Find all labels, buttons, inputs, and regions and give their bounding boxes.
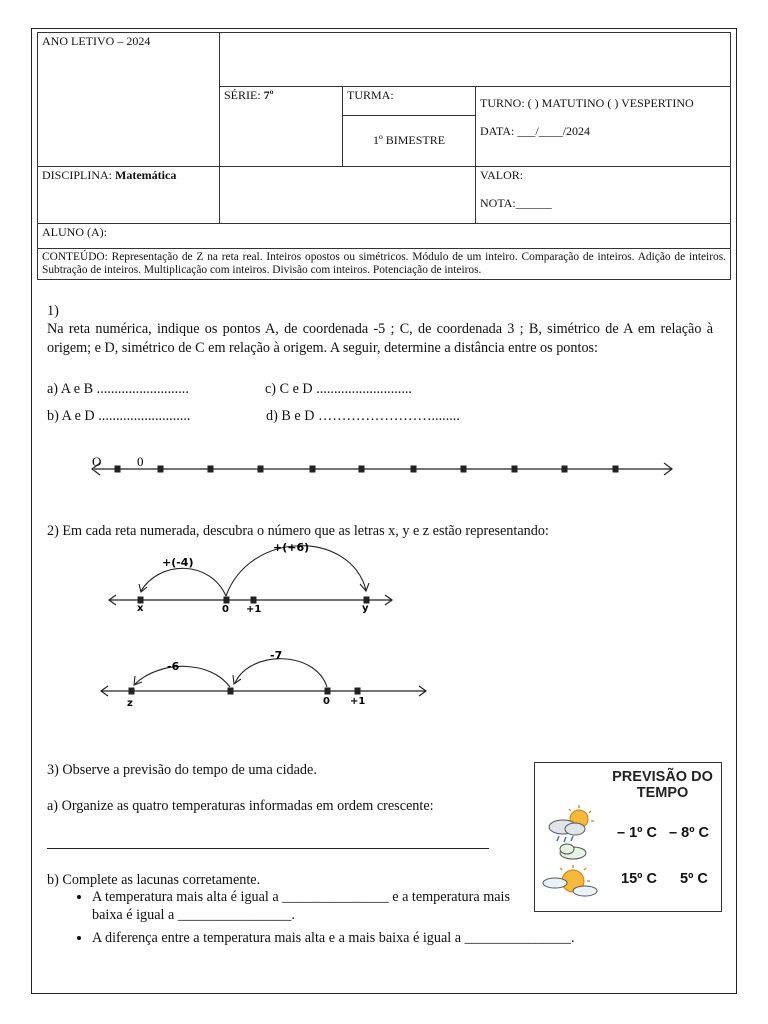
label-zero: 0 xyxy=(323,696,330,707)
tick-mark xyxy=(512,466,517,472)
label-zero: 0 xyxy=(137,454,144,469)
tick-mark xyxy=(359,466,364,472)
data-field: DATA: ___/____/2024 xyxy=(480,123,591,138)
question-1-text: Na reta numérica, indique os pontos A, de coordenada -5 ; C, de coordenada 3 ; B, simétrico de A em relação à origem; e D, simétrico de C em relação à origem. A seguir, determine a distância entre os pontos: xyxy=(47,321,713,356)
question-3a: a) Organize as quatro temperaturas informadas em ordem crescente: xyxy=(47,798,434,814)
weather-icons xyxy=(539,803,601,907)
question-3b: b) Complete as lacunas corretamente. xyxy=(47,872,261,888)
jump-arc-left xyxy=(135,666,230,687)
disciplina-label: DISCIPLINA: xyxy=(42,168,113,182)
number-line-q2-2 xyxy=(101,659,426,696)
point-z xyxy=(129,688,134,694)
tick-mark xyxy=(411,466,416,472)
tick-mark xyxy=(461,466,466,472)
turma-label: TURMA: xyxy=(347,88,394,102)
label-y: y xyxy=(362,603,369,614)
answer-d: d) B e D ……………………........ xyxy=(266,408,460,424)
answer-line xyxy=(47,848,489,849)
jump-label-left: +(-4) xyxy=(162,556,194,569)
valor-field: VALOR: xyxy=(480,168,524,182)
temperature-row-1: – 1º C – 8º C xyxy=(617,825,709,841)
tick-mark xyxy=(208,466,213,472)
disciplina-value: Matemática xyxy=(115,168,177,182)
number-line-q2-1 xyxy=(109,546,392,605)
question-2-text: 2) Em cada reta numerada, descubra o número que as letras x, y e z estão representando: xyxy=(47,523,549,539)
bimestre: 1º BIMESTRE xyxy=(372,133,446,148)
label-plus-one: +1 xyxy=(246,604,262,615)
jump-arc-left xyxy=(141,568,226,596)
question-1-number: 1) xyxy=(47,303,59,319)
label-plus-one: +1 xyxy=(350,696,366,707)
serie-label: SÉRIE: xyxy=(224,88,261,102)
answer-b: b) A e D .......................... xyxy=(47,408,191,424)
answer-c: c) C e D ........................... xyxy=(265,381,412,397)
question-3-intro: 3) Observe a previsão do tempo de uma cidade. xyxy=(47,762,317,778)
tick-mark xyxy=(115,466,120,472)
answer-a: a) A e B .......................... xyxy=(47,381,189,397)
label-z: z xyxy=(127,698,133,709)
tick-mark xyxy=(158,466,163,472)
label-x: x xyxy=(137,603,144,614)
temperature-row-2-right: 5º C xyxy=(680,871,708,887)
serie-value: 7º xyxy=(263,88,274,102)
bullet-2: • A diferença entre a temperatura mais alta e a mais baixa é igual a _______________. xyxy=(92,929,632,947)
ano-letivo: ANO LETIVO – 2024 xyxy=(42,34,151,48)
conteudo-text: CONTEÚDO: Representação de Z na reta real. Inteiros opostos ou simétricos. Módulo de um inteiro. Comparação de inteiros. Adição de inteiros. Subtração de inteiros. Multiplicação com inteiros. Divisão com inteiros. Potenciação de inteiros. xyxy=(42,251,726,277)
tick-mark xyxy=(258,466,263,472)
point-zero xyxy=(224,597,229,603)
jump-label-left: -6 xyxy=(167,660,180,673)
weather-title: PREVISÃO DO TEMPO xyxy=(612,769,713,802)
turno-field: TURNO: ( ) MATUTINO ( ) VESPERTINO xyxy=(480,96,694,110)
point-plus-one xyxy=(355,688,360,694)
tick-mark xyxy=(310,466,315,472)
sun-cloud-icon xyxy=(543,865,597,896)
number-line-q1 xyxy=(92,463,672,475)
cloud-icon xyxy=(560,844,586,859)
point-intermediate xyxy=(228,688,233,694)
jump-label-right: -7 xyxy=(270,649,283,662)
aluno-field: ALUNO (A): xyxy=(42,225,107,239)
sun-rain-icon xyxy=(549,805,594,842)
tick-mark xyxy=(613,466,618,472)
point-plus-one xyxy=(251,597,256,603)
weather-forecast-box xyxy=(534,762,722,912)
bullet-1: • A temperatura mais alta é igual a _______________ e a temperatura mais baixa é igual a ________________. xyxy=(92,888,512,925)
point-zero xyxy=(325,688,330,694)
label-o: O xyxy=(92,454,102,469)
temperature-row-2-left: 15º C xyxy=(621,871,657,887)
label-zero: 0 xyxy=(222,604,229,615)
jump-arc-right xyxy=(235,659,327,687)
tick-mark xyxy=(562,466,567,472)
nota-field: NOTA:______ xyxy=(480,195,552,210)
jump-label-right: +(+6) xyxy=(273,541,310,554)
